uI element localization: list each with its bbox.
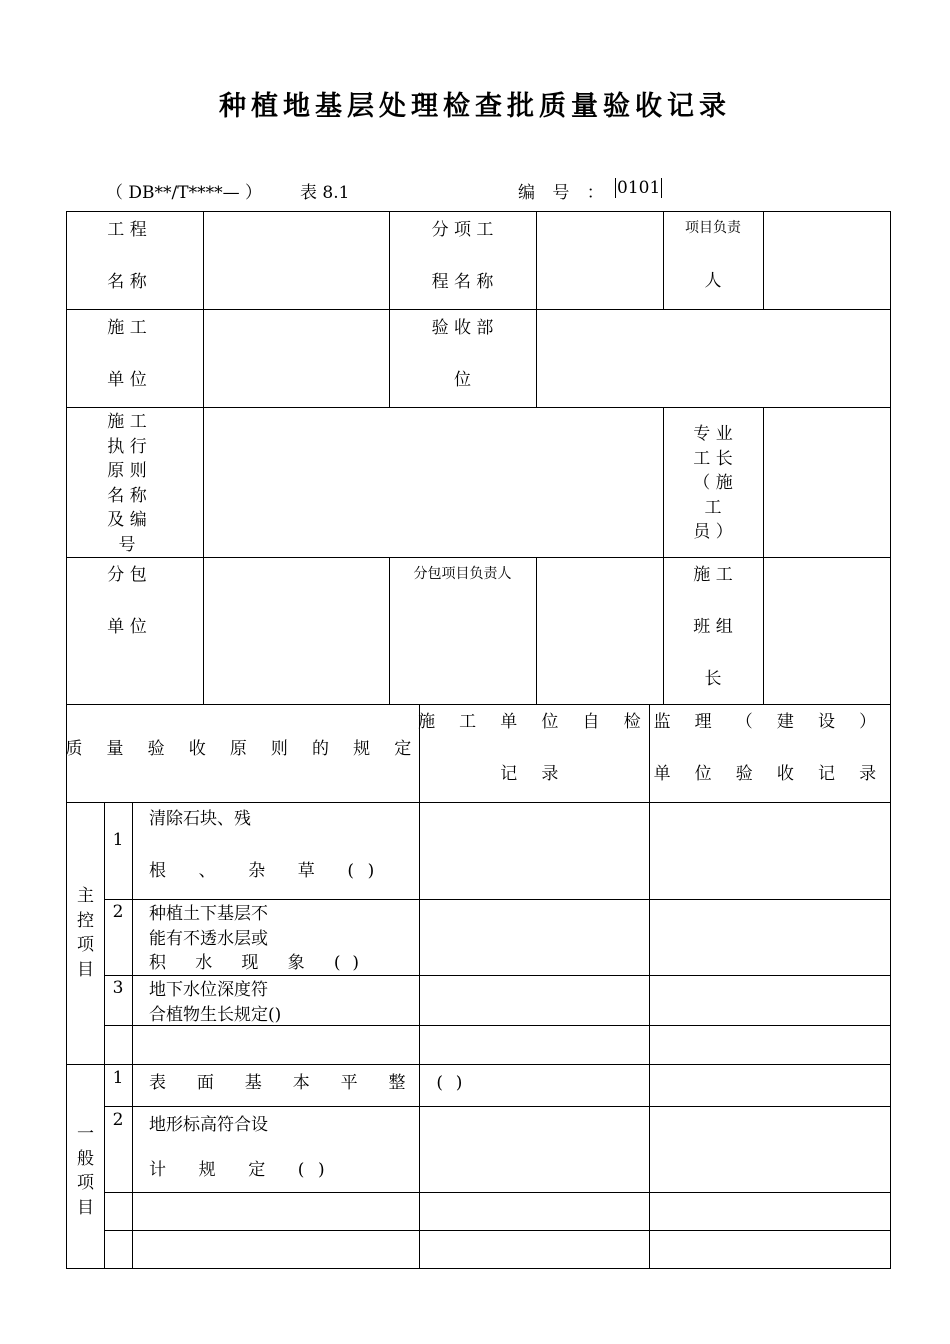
main-item-1-self-check[interactable] bbox=[423, 803, 649, 899]
spec-column-header: 质 量 验 收 原 则 的 规 定 bbox=[65, 739, 421, 759]
self-check-column-header: 施 工 单 位 自 检 记 录 bbox=[418, 712, 650, 784]
item-number: 1 bbox=[112, 830, 124, 850]
item-number: 3 bbox=[112, 978, 124, 998]
sub-project-name-label: 分 项 工 程 名 称 bbox=[431, 220, 494, 292]
main-item-3-text: 地下水位深度符 合植物生长规定() bbox=[149, 980, 282, 1025]
main-item-blank-row[interactable] bbox=[136, 1026, 419, 1064]
general-items-label: 一 般 项 目 bbox=[77, 1124, 94, 1218]
inspect-part-label: 验 收 部 位 bbox=[431, 318, 494, 390]
item-number: 2 bbox=[112, 1110, 124, 1130]
main-item-3-supervisor[interactable] bbox=[653, 976, 890, 1025]
main-items-label: 主 控 项 目 bbox=[77, 886, 94, 980]
serial-value-field[interactable]: 0101 bbox=[617, 178, 661, 198]
project-name-field[interactable] bbox=[207, 212, 389, 309]
main-item-3-self-check[interactable] bbox=[423, 976, 649, 1025]
general-item-1-self-check[interactable] bbox=[423, 1065, 649, 1106]
general-item-2-text: 地形标高符合设 计 规 定 () bbox=[149, 1115, 339, 1180]
inspect-part-field[interactable] bbox=[540, 310, 890, 407]
project-lead-field[interactable] bbox=[767, 212, 890, 309]
general-item-2-self-check[interactable] bbox=[423, 1107, 649, 1192]
main-item-2-supervisor[interactable] bbox=[653, 900, 890, 975]
general-item-blank-row[interactable] bbox=[136, 1193, 419, 1230]
item-number: 2 bbox=[112, 902, 124, 922]
foreman-label: 专 业 工 长 （ 施 工 员 ） bbox=[693, 424, 733, 543]
team-lead-label: 施 工 班 组 长 bbox=[693, 565, 733, 689]
sub-lead-label: 分包项目负责人 bbox=[413, 566, 512, 582]
main-item-1-supervisor[interactable] bbox=[653, 803, 890, 899]
subcontractor-field[interactable] bbox=[207, 558, 389, 704]
project-lead-label: 项目负责 人 bbox=[685, 220, 741, 291]
contractor-label: 施 工 单 位 bbox=[107, 318, 147, 390]
project-name-label: 工 程 名 称 bbox=[107, 220, 147, 292]
supervisor-column-header: 监 理 （ 建 设 ） 单 位 验 收 记 录 bbox=[653, 712, 886, 784]
general-item-1-text: 表 面 基 本 平 整 () bbox=[149, 1073, 476, 1093]
foreman-field[interactable] bbox=[767, 408, 890, 557]
sub-project-name-field[interactable] bbox=[540, 212, 663, 309]
exec-standard-field[interactable] bbox=[207, 408, 663, 557]
contractor-field[interactable] bbox=[207, 310, 389, 407]
general-item-2-supervisor[interactable] bbox=[653, 1107, 890, 1192]
main-item-1-text: 清除石块、残 根 、 杂 草 () bbox=[149, 809, 388, 881]
serial-label: 编 号 ： bbox=[518, 183, 610, 203]
item-number: 1 bbox=[112, 1068, 124, 1088]
team-lead-field[interactable] bbox=[767, 558, 890, 704]
general-item-1-supervisor[interactable] bbox=[653, 1065, 890, 1106]
exec-standard-label: 施 工 执 行 原 则 名 称 及 编 号 bbox=[107, 412, 147, 555]
document-title: 种植地基层处理检查批质量验收记录 bbox=[219, 91, 731, 122]
main-item-2-self-check[interactable] bbox=[423, 900, 649, 975]
general-item-blank-row[interactable] bbox=[136, 1231, 419, 1268]
table-number: 表 8.1 bbox=[300, 183, 350, 203]
sub-lead-field[interactable] bbox=[540, 558, 663, 704]
standard-code: （ DB**/T****— ） bbox=[106, 183, 262, 203]
subcontractor-label: 分 包 单 位 bbox=[107, 565, 147, 637]
main-item-2-text: 种植土下基层不 能有不透水层或 积 水 现 象 () bbox=[149, 904, 371, 974]
inspection-record-table bbox=[66, 211, 891, 1269]
